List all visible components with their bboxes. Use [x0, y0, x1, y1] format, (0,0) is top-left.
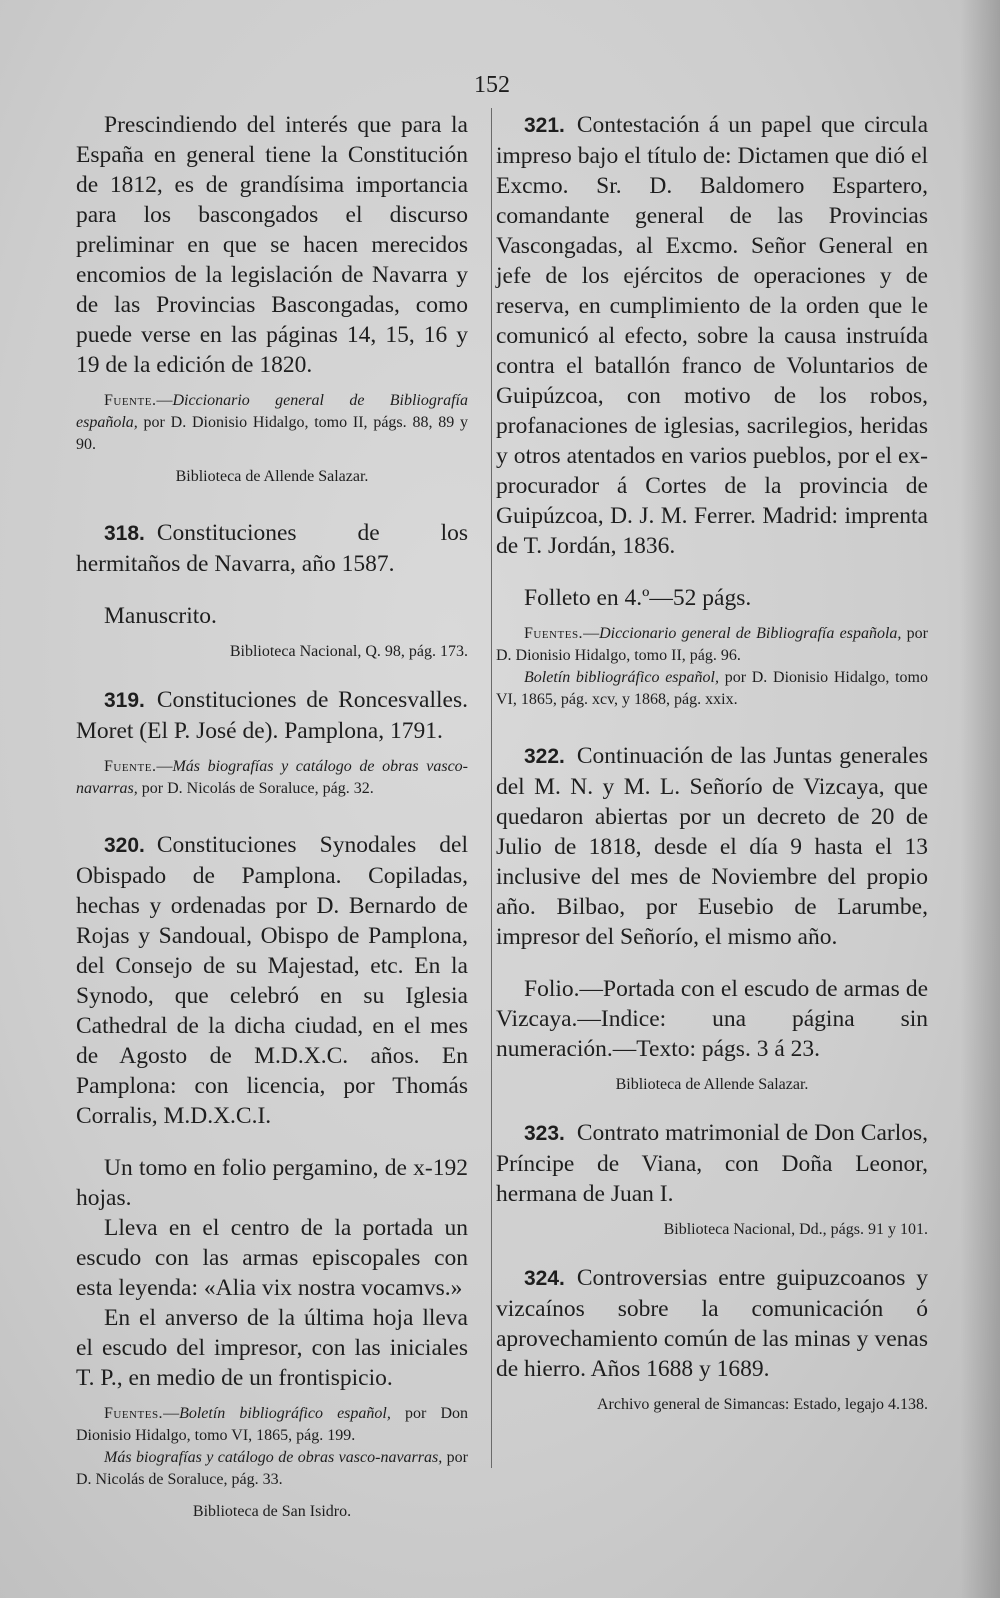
entry-323-title: 323. Contrato matrimonial de Don Carlos, Príncipe de Viana, con Doña Leonor, hermana de Juan I.	[496, 1120, 928, 1207]
column-divider	[491, 108, 492, 1468]
entry-324-title: 324. Controversias entre guipuzcoanos y vizcaínos sobre la comunicación ó aprovechamiento común de las minas y venas de hierro. Años 1688 y 1689.	[496, 1265, 928, 1382]
entry-320-title: 320. Constituciones Synodales del Obispado de Pamplona. Copiladas, hechas y ordenadas por D. Bernardo de Rojas y Sandoual, Obispo de Pamplona, del Consejo de su Majestad, etc. En la Synodo, que celebró en su Iglesia Cathedral de la dicha ciudad, en el mes de Agosto de M.D.X.C. años. En Pamplona: con licencia, por Thomás Corralis, M.D.X.C.I.	[76, 832, 468, 1129]
intro-library: Biblioteca de Allende Salazar.	[175, 468, 369, 485]
entry-320-desc-3: En el anverso de la última hoja lleva el escudo del impresor, con las iniciales T. P., en medio de un frontispicio.	[76, 1305, 468, 1391]
entry-318-desc: Manuscrito.	[104, 603, 217, 629]
intro-paragraph: Prescindiendo del interés que para la España en general tiene la Constitución de 1812, es de grandísima importancia para los bascongados el discurso preliminar en que se hacen merecidos encomios de la legislación de Navarra y de las Provincias Bascongadas, como puede verse en las páginas 14, 15, 16 y 19 de la edición de 1820.	[76, 112, 468, 378]
entry-322-desc: Folio.—Portada con el escudo de armas de Vizcaya.—Indice: una página sin numeración.—Texto: págs. 3 á 23.	[496, 976, 928, 1062]
page-edge-shadow	[960, 0, 1000, 1598]
entry-318-title: 318. Constituciones de los hermitaños de Navarra, año 1587.	[76, 520, 468, 577]
intro-source: Fuente.—Diccionario general de Bibliografía española, por D. Dionisio Hidalgo, tomo II, págs. 88, 89 y 90.	[76, 392, 468, 453]
entry-322-library: Biblioteca de Allende Salazar.	[615, 1076, 809, 1093]
entry-319-title: 319. Constituciones de Roncesvalles. Moret (El P. José de). Pamplona, 1791.	[76, 687, 468, 744]
entry-323-library: Biblioteca Nacional, Dd., págs. 91 y 101.	[663, 1221, 928, 1238]
entry-319-source: Fuente.—Más biografías y catálogo de obras vasco-navarras, por D. Nicolás de Soraluce, pág. 32.	[76, 758, 468, 797]
entry-320-source-1: Fuentes.—Boletín bibliográfico español, por Don Dionisio Hidalgo, tomo VI, 1865, pág. 199.	[76, 1405, 468, 1444]
right-column	[496, 110, 928, 1416]
entry-318-library: Biblioteca Nacional, Q. 98, pág. 173.	[229, 643, 468, 660]
entry-320-source-2: Más biografías y catálogo de obras vasco-navarras, por D. Nicolás de Soraluce, pág. 33.	[76, 1449, 469, 1488]
entry-320-desc-1: Un tomo en folio pergamino, de x-192 hojas.	[76, 1155, 468, 1211]
entry-322-title: 322. Continuación de las Juntas generales del M. N. y M. L. Señorío de Vizcaya, que quedaron abiertas por un decreto de 20 de Julio de 1818, desde el día 9 hasta el 13 inclusive del mes de Noviembre del propio año. Bilbao, por Eusebio de Larumbe, impresor del Señorío, el mismo año.	[496, 743, 928, 950]
entry-324-library: Archivo general de Simancas: Estado, legajo 4.138.	[596, 1396, 928, 1413]
left-column	[76, 110, 468, 1523]
entry-321-source-2: Boletín bibliográfico español, por D. Dionisio Hidalgo, tomo VI, 1865, pág. xcv, y 1868, pág. xxix.	[496, 669, 929, 708]
entry-321-source-1: Fuentes.—Diccionario general de Bibliografía española, por D. Dionisio Hidalgo, tomo II, pág. 96.	[496, 625, 929, 664]
page-number: 152	[474, 72, 510, 98]
entry-320-desc-2: Lleva en el centro de la portada un escudo con las armas episcopales con esta leyenda: «Alia vix nostra vocamvs.»	[76, 1215, 468, 1301]
entry-321-title: 321. Contestación á un papel que circula impreso bajo el título de: Dictamen que dió el Excmo. Sr. D. Baldomero Espartero, comandante general de las Provincias Vascongadas, al Excmo. Señor General en jefe de los ejércitos de operaciones y de reserva, en cumplimiento de la orden que le comunicó al efecto, sobre la causa instruída contra el batallón franco de Voluntarios de Guipúzcoa, con motivo de los robos, profanaciones de iglesias, sacrilegios, heridas y otros atentados en varios pueblos, por el ex-procurador á Cortes de la provincia de Guipúzcoa, D. J. M. Ferrer. Madrid: imprenta de T. Jordán, 1836.	[496, 112, 928, 559]
entry-321-desc: Folleto en 4.º—52 págs.	[524, 585, 752, 611]
entry-320-library: Biblioteca de San Isidro.	[192, 1503, 352, 1520]
